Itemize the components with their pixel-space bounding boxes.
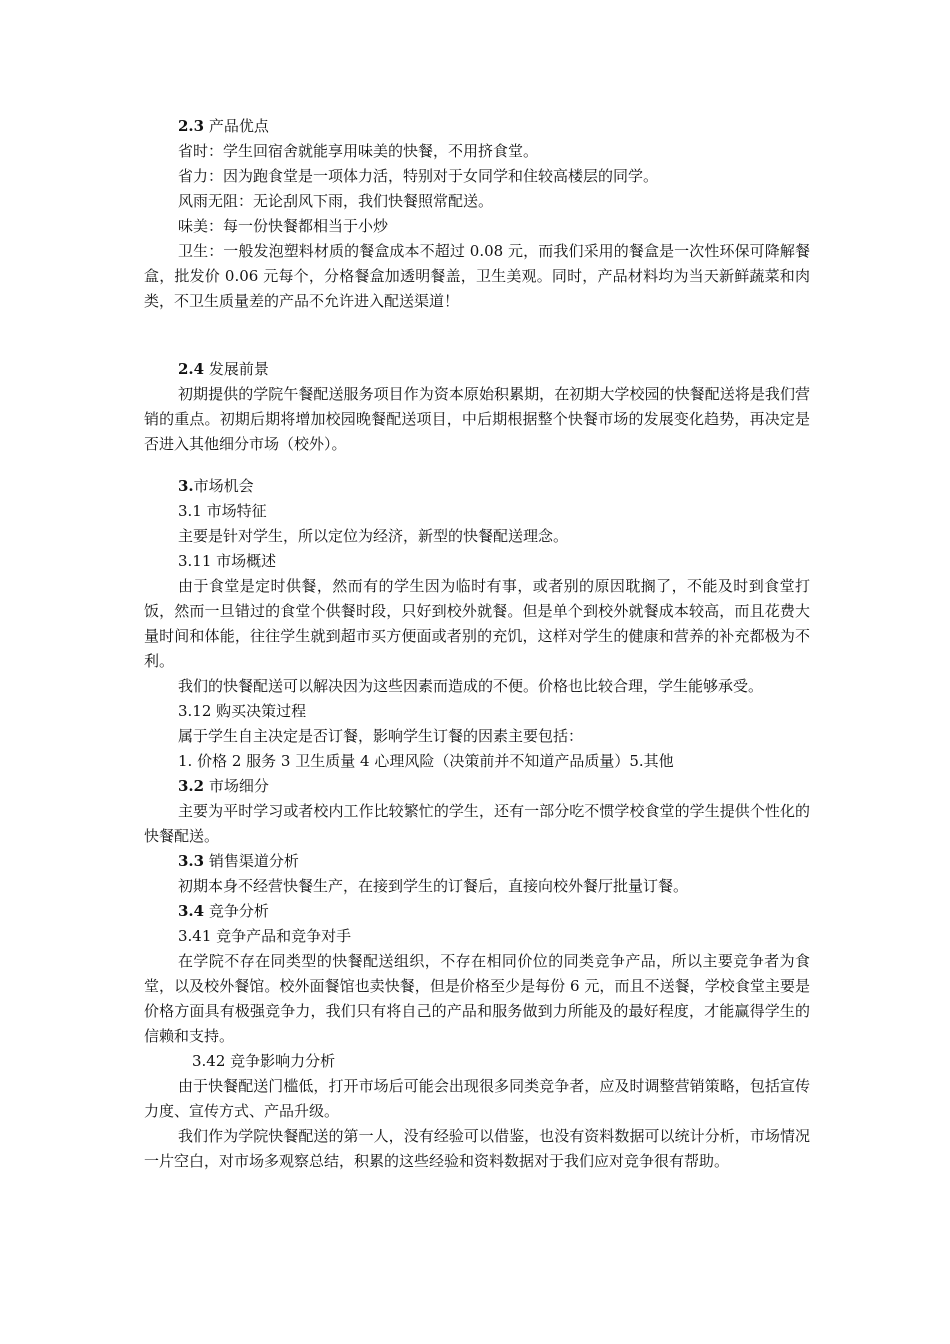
section-3-heading: 3.市场机会: [178, 477, 254, 495]
section-2-4-heading: 2.4 发展前景: [178, 360, 269, 378]
spacer: [144, 314, 810, 357]
section-3-4-heading: 3.4 竞争分析: [178, 902, 269, 920]
section-3-11-heading: 3.11 市场概述: [178, 552, 277, 570]
spacer: [144, 457, 810, 474]
section-3-3-paragraph: 初期本身不经营快餐生产，在接到学生的订餐后，直接向校外餐厅批量订餐。: [178, 877, 689, 895]
section-3-41-heading: 3.41 竞争产品和竞争对手: [178, 927, 352, 945]
section-3-42-paragraph: 我们作为学院快餐配送的第一人，没有经验可以借鉴，也没有资料数据可以统计分析，市场情况一片空白，对市场多观察总结，积累的这些经验和资料数据对于我们应对竞争很有帮助。: [144, 1127, 810, 1170]
section-2-4-paragraph: 初期提供的学院午餐配送服务项目作为资本原始积累期，在初期大学校园的快餐配送将是我们营销的重点。初期后期将增加校园晚餐配送项目，中后期根据整个快餐市场的发展变化趋势，再决定是否进入其他细分市场（校外）。: [144, 385, 810, 453]
section-3-1-heading: 3.1 市场特征: [178, 502, 267, 520]
section-3-42-paragraph: 由于快餐配送门槛低，打开市场后可能会出现很多同类竞争者，应及时调整营销策略，包括宣传力度、宣传方式、产品升级。: [144, 1077, 810, 1120]
section-3-11-paragraph: 我们的快餐配送可以解决因为这些因素而造成的不便。价格也比较合理，学生能够承受。: [178, 677, 764, 695]
section-2-3-paragraph: 省力：因为跑食堂是一项体力活，特别对于女同学和住较高楼层的同学。: [178, 167, 659, 185]
section-2-3-heading: 2.3 产品优点: [178, 117, 269, 135]
section-3-12-factor-list: 1. 价格 2 服务 3 卫生质量 4 心理风险（决策前并不知道产品质量）5.其他: [178, 752, 674, 770]
section-3-12-heading: 3.12 购买决策过程: [178, 702, 307, 720]
section-3-2-heading: 3.2 市场细分: [178, 777, 269, 795]
section-3-3-heading: 3.3 销售渠道分析: [178, 852, 299, 870]
section-3-11-paragraph: 由于食堂是定时供餐，然而有的学生因为临时有事，或者别的原因耽搁了，不能及时到食堂打饭，然而一旦错过的食堂个供餐时段，只好到校外就餐。但是单个到校外就餐成本较高，而且花费大量时间和体能，往往学生就到超市买方便面或者别的充饥，这样对学生的健康和营养的补充都极为不利。: [144, 577, 810, 670]
section-3-12-paragraph: 属于学生自主决定是否订餐，影响学生订餐的因素主要包括：: [178, 727, 584, 745]
section-2-3-paragraph: 风雨无阻：无论刮风下雨，我们快餐照常配送。: [178, 192, 494, 210]
section-3-41-paragraph: 在学院不存在同类型的快餐配送组织，不存在相同价位的同类竞争产品，所以主要竞争者为食堂，以及校外餐馆。校外面餐馆也卖快餐，但是价格至少是每份 6 元，而且不送餐，学校食堂主要是价格方面具有极强竞争力，我们只有将自己的产品和服务做到力所能及的最好程度，才能赢得学生的信赖和支持。: [144, 952, 810, 1045]
section-3-2-paragraph: 主要为平时学习或者校内工作比较繁忙的学生，还有一部分吃不惯学校食堂的学生提供个性化的快餐配送。: [144, 802, 810, 845]
section-3-1-paragraph: 主要是针对学生，所以定位为经济，新型的快餐配送理念。: [178, 527, 569, 545]
section-2-3-paragraph: 卫生：一般发泡塑料材质的餐盒成本不超过 0.08 元，而我们采用的餐盒是一次性环保可降解餐盒，批发价 0.06 元每个，分格餐盒加透明餐盖，卫生美观。同时，产品材料均为当天新鲜蔬菜和肉类，不卫生质量差的产品不允许进入配送渠道！: [144, 242, 810, 310]
section-3-42-heading: 3.42 竞争影响力分析: [192, 1052, 336, 1070]
section-2-3-paragraph: 省时：学生回宿舍就能享用味美的快餐，不用挤食堂。: [178, 142, 539, 160]
section-2-3-paragraph: 味美：每一份快餐都相当于小炒: [178, 217, 389, 235]
document-body: [144, 114, 810, 1174]
